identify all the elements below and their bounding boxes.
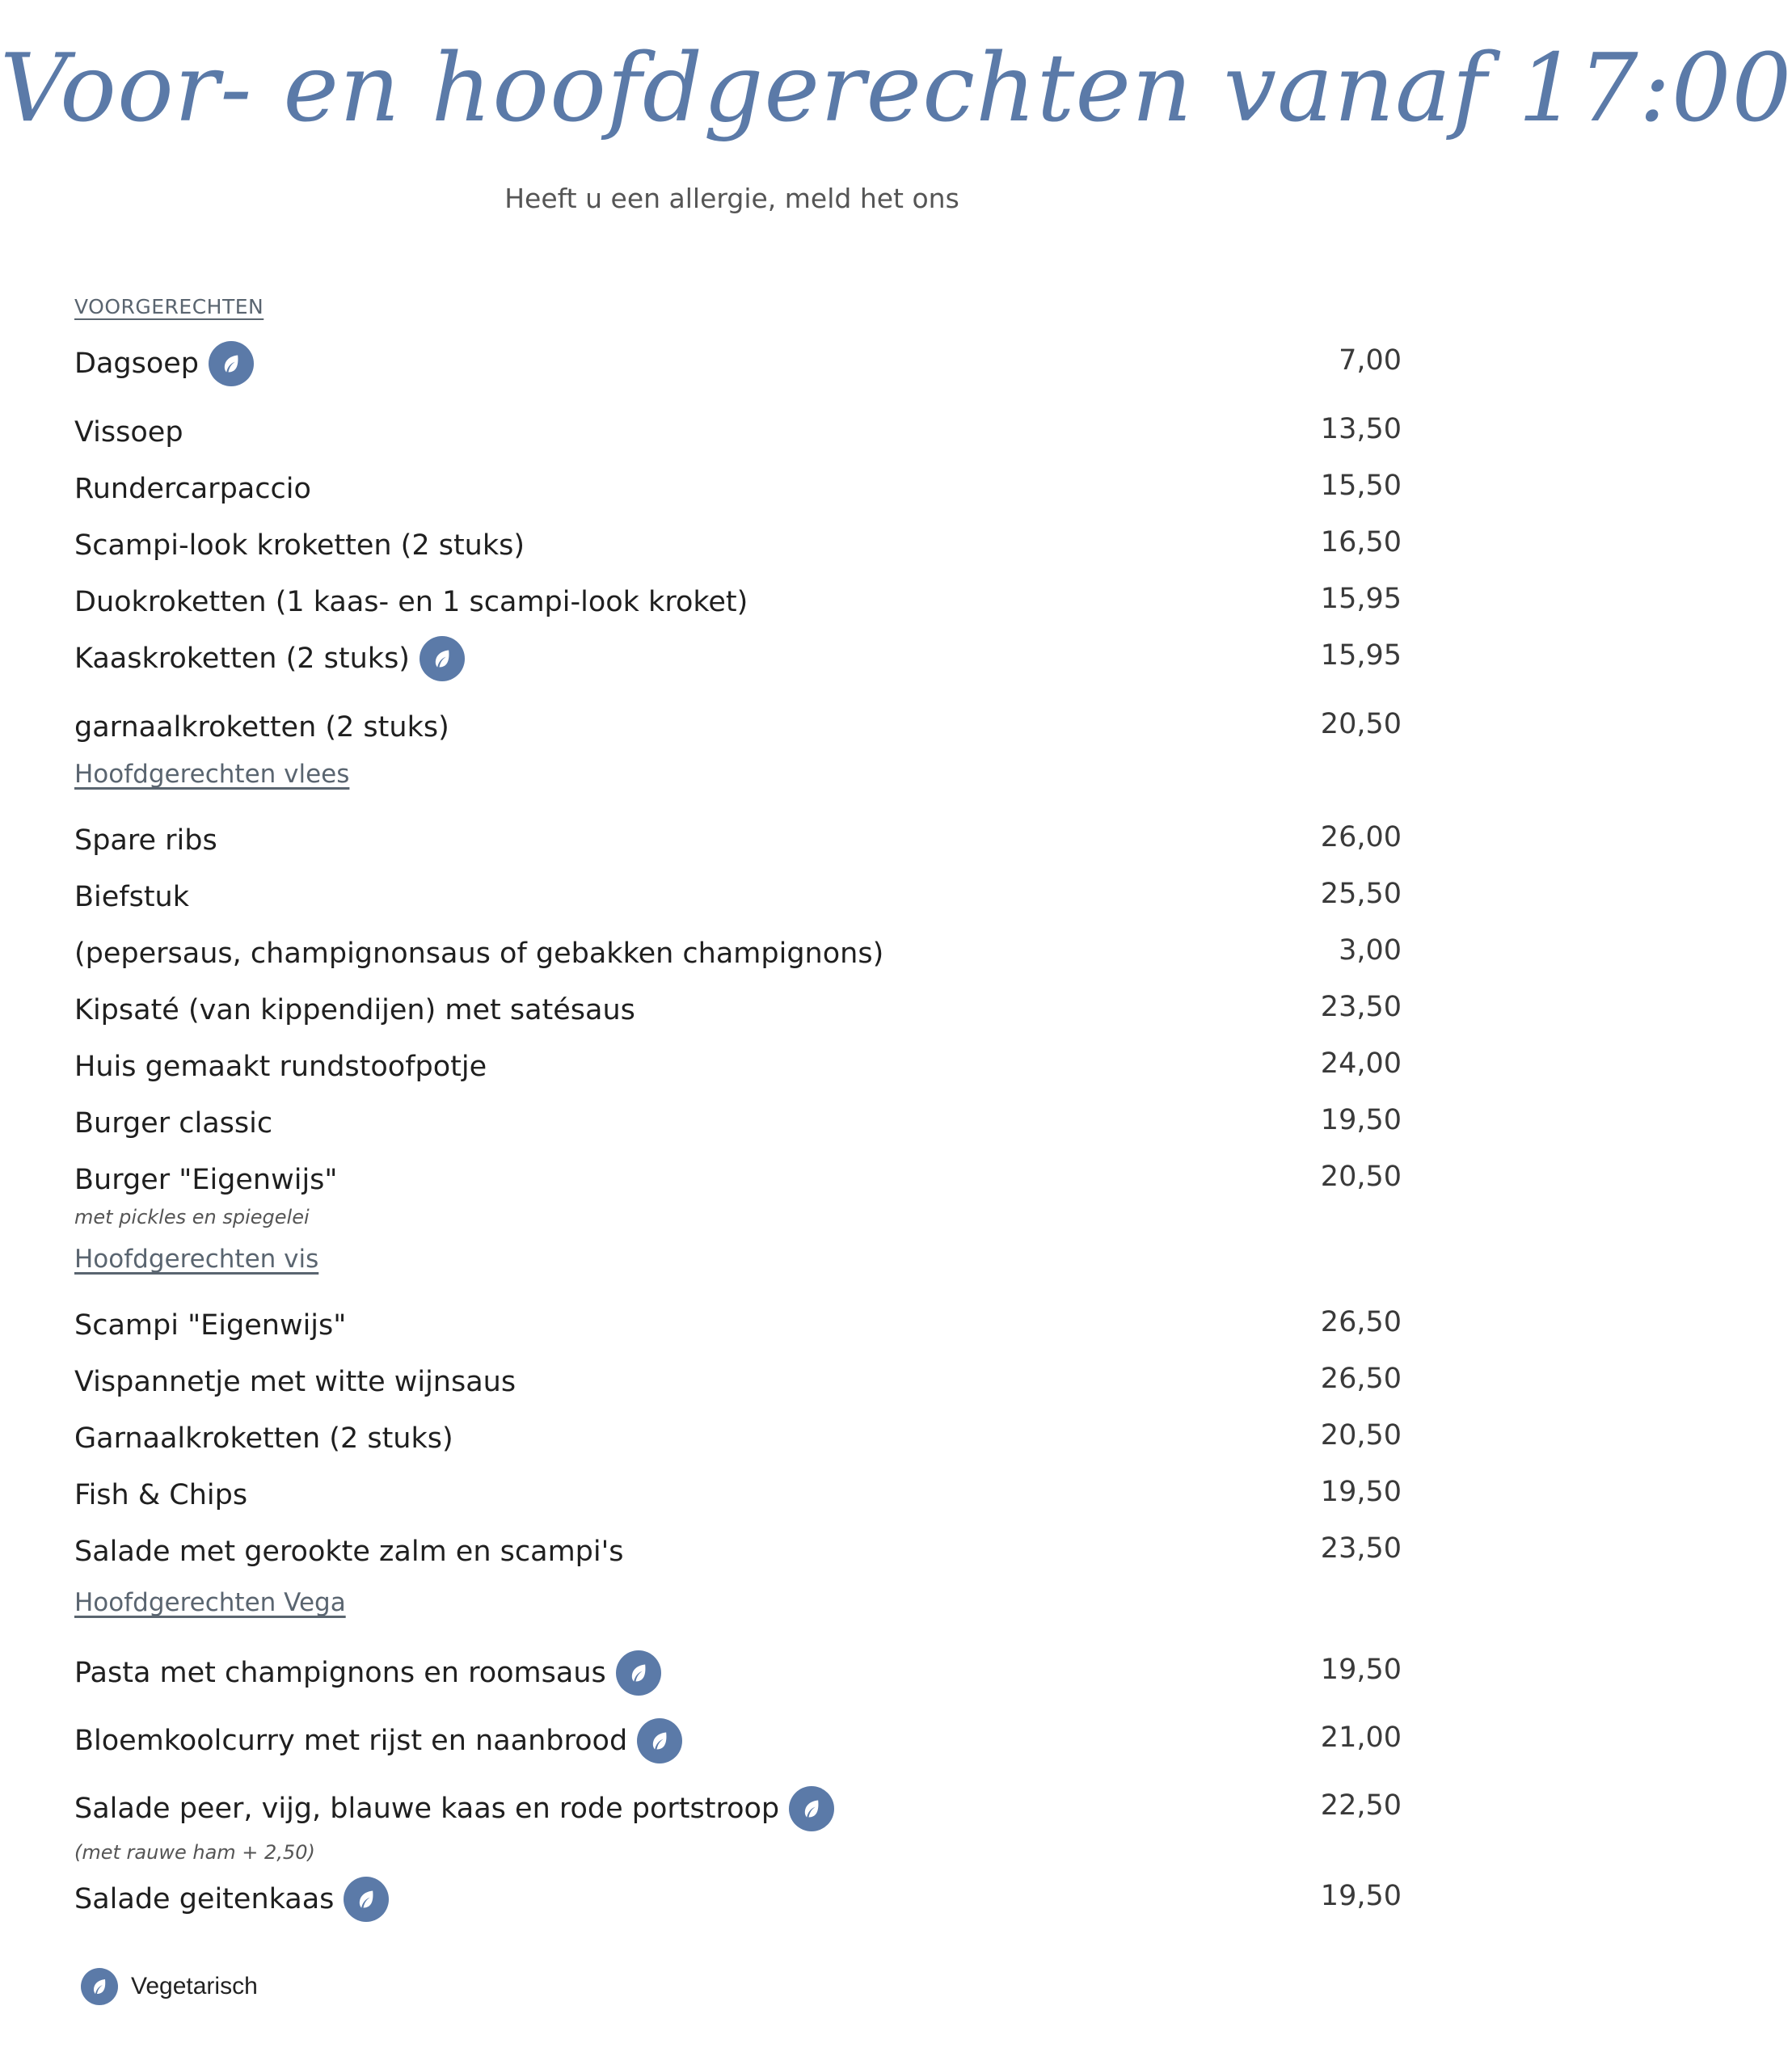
menu-item-label: Vissoep — [74, 416, 183, 449]
menu-item-label: Rundercarpaccio — [74, 473, 311, 505]
menu-item — [74, 1717, 1402, 1765]
menu-item — [74, 1099, 1402, 1148]
menu-item-price: 26,50 — [1320, 1306, 1402, 1338]
menu-item-name — [74, 339, 254, 388]
menu-item — [74, 1528, 1402, 1576]
menu-item — [74, 873, 1402, 921]
menu-item-label: Fish & Chips — [74, 1479, 248, 1511]
menu-item-label: Biefstuk — [74, 881, 189, 913]
menu-item-name — [74, 1358, 516, 1406]
menu-item — [74, 1043, 1402, 1091]
menu-item-price: 15,95 — [1320, 639, 1402, 672]
menu-item-name — [74, 816, 217, 865]
allergy-subtitle: Heeft u een allergie, meld het ons — [504, 183, 959, 214]
menu-item-price: 19,50 — [1320, 1654, 1402, 1686]
menu-item-name — [74, 1099, 272, 1148]
menu-item-label: Salade met gerookte zalm en scampi's — [74, 1536, 624, 1568]
menu-item-price: 19,50 — [1320, 1104, 1402, 1136]
menu-item-price: 19,50 — [1320, 1880, 1402, 1912]
leaf-icon — [81, 1968, 118, 2005]
menu-item-name — [74, 929, 883, 978]
leaf-icon — [209, 341, 254, 386]
menu-item-name — [74, 521, 525, 570]
menu-item-price: 15,95 — [1320, 583, 1402, 615]
menu-item-name — [74, 634, 465, 683]
menu-item — [74, 465, 1402, 513]
menu-item-name — [74, 873, 189, 921]
menu-item-name — [74, 1785, 834, 1833]
menu-item-price: 23,50 — [1320, 1532, 1402, 1565]
menu-item-price: 25,50 — [1320, 878, 1402, 910]
menu-item — [74, 986, 1402, 1034]
menu-item-price: 15,50 — [1320, 470, 1402, 502]
menu-item-price: 20,50 — [1320, 1161, 1402, 1193]
menu-item-price: 26,50 — [1320, 1363, 1402, 1395]
menu-title: Voor- en hoofdgerechten vanaf 17:00 — [0, 34, 1792, 143]
menu-item-price: 7,00 — [1339, 344, 1402, 377]
menu-item-name — [74, 408, 183, 457]
menu-item-name — [74, 986, 635, 1034]
section-title-voorgerechten: VOORGERECHTEN — [74, 295, 264, 318]
menu-item — [74, 1471, 1402, 1519]
menu-item — [74, 521, 1402, 570]
legend — [81, 1968, 258, 2005]
menu-item-name — [74, 1649, 661, 1697]
menu-item — [74, 339, 1402, 388]
menu-item-name — [74, 703, 449, 752]
menu-item-label: garnaalkroketten (2 stuks) — [74, 711, 449, 744]
menu-item — [74, 1414, 1402, 1463]
menu-item — [74, 1785, 1402, 1833]
menu-item-price: 22,50 — [1320, 1789, 1402, 1822]
menu-item-name — [74, 1301, 346, 1350]
leaf-icon — [344, 1877, 389, 1922]
menu-item-name — [74, 465, 311, 513]
menu-item — [74, 1301, 1402, 1350]
menu-item-label: Bloemkoolcurry met rijst en naanbrood — [74, 1725, 628, 1757]
menu-item-label: (pepersaus, champignonsaus of gebakken champignons) — [74, 938, 884, 970]
leaf-icon — [616, 1650, 661, 1696]
leaf-icon — [637, 1718, 682, 1763]
menu-item — [74, 1875, 1402, 1924]
menu-item — [74, 578, 1402, 626]
menu-item-label: Duokroketten (1 kaas- en 1 scampi-look kroket) — [74, 586, 748, 618]
menu-item-label: Burger classic — [74, 1107, 273, 1140]
menu-item-label: Kipsaté (van kippendijen) met satésaus — [74, 994, 635, 1026]
menu-item-label: Garnaalkroketten (2 stuks) — [74, 1422, 453, 1455]
menu-item-name — [74, 1528, 623, 1576]
menu-item — [74, 1649, 1402, 1697]
menu-item — [74, 634, 1402, 683]
menu-item-label: Burger "Eigenwijs" — [74, 1164, 338, 1196]
menu-item-note: (met rauwe ham + 2,50) — [74, 1841, 315, 1864]
menu-item-name — [74, 1414, 453, 1463]
menu-item-price: 13,50 — [1320, 413, 1402, 445]
menu-item-price: 21,00 — [1320, 1721, 1402, 1754]
section-title-vega: Hoofdgerechten Vega — [74, 1588, 346, 1617]
menu-item-price: 23,50 — [1320, 991, 1402, 1023]
menu-item-label: Pasta met champignons en roomsaus — [74, 1657, 606, 1689]
leaf-icon — [789, 1786, 834, 1831]
menu-item-label: Spare ribs — [74, 824, 217, 857]
menu-item-label: Huis gemaakt rundstoofpotje — [74, 1051, 487, 1083]
menu-item — [74, 703, 1402, 752]
menu-item-name — [74, 1156, 338, 1204]
menu-item — [74, 816, 1402, 865]
menu-item-label: Scampi-look kroketten (2 stuks) — [74, 529, 525, 562]
menu-item-label: Kaaskroketten (2 stuks) — [74, 643, 410, 675]
menu-item-price: 24,00 — [1320, 1047, 1402, 1080]
section-title-vis: Hoofdgerechten vis — [74, 1245, 319, 1274]
menu-item-label: Salade peer, vijg, blauwe kaas en rode portstroop — [74, 1793, 780, 1825]
menu-item-label: Scampi "Eigenwijs" — [74, 1309, 347, 1342]
menu-item-note: met pickles en spiegelei — [74, 1206, 310, 1228]
menu-item — [74, 1358, 1402, 1406]
menu-item-price: 3,00 — [1339, 934, 1402, 967]
menu-item-label: Dagsoep — [74, 348, 200, 380]
menu-item — [74, 929, 1402, 978]
menu-item — [74, 1156, 1402, 1204]
menu-item-price: 16,50 — [1320, 526, 1402, 558]
menu-item-name — [74, 1043, 487, 1091]
leaf-icon — [420, 636, 465, 681]
menu-item-name — [74, 1717, 682, 1765]
menu-item-price: 20,50 — [1320, 1419, 1402, 1452]
menu-item-name — [74, 1471, 247, 1519]
section-title-vlees: Hoofdgerechten vlees — [74, 760, 350, 789]
menu-item-price: 20,50 — [1320, 708, 1402, 740]
menu-item — [74, 408, 1402, 457]
menu-item-name — [74, 578, 748, 626]
menu-item-price: 26,00 — [1320, 821, 1402, 853]
menu-item-label: Vispannetje met witte wijnsaus — [74, 1366, 517, 1398]
menu-item-price: 19,50 — [1320, 1476, 1402, 1508]
menu-item-name — [74, 1875, 389, 1924]
menu-item-label: Salade geitenkaas — [74, 1883, 335, 1915]
legend-label: Vegetarisch — [131, 1973, 258, 1999]
